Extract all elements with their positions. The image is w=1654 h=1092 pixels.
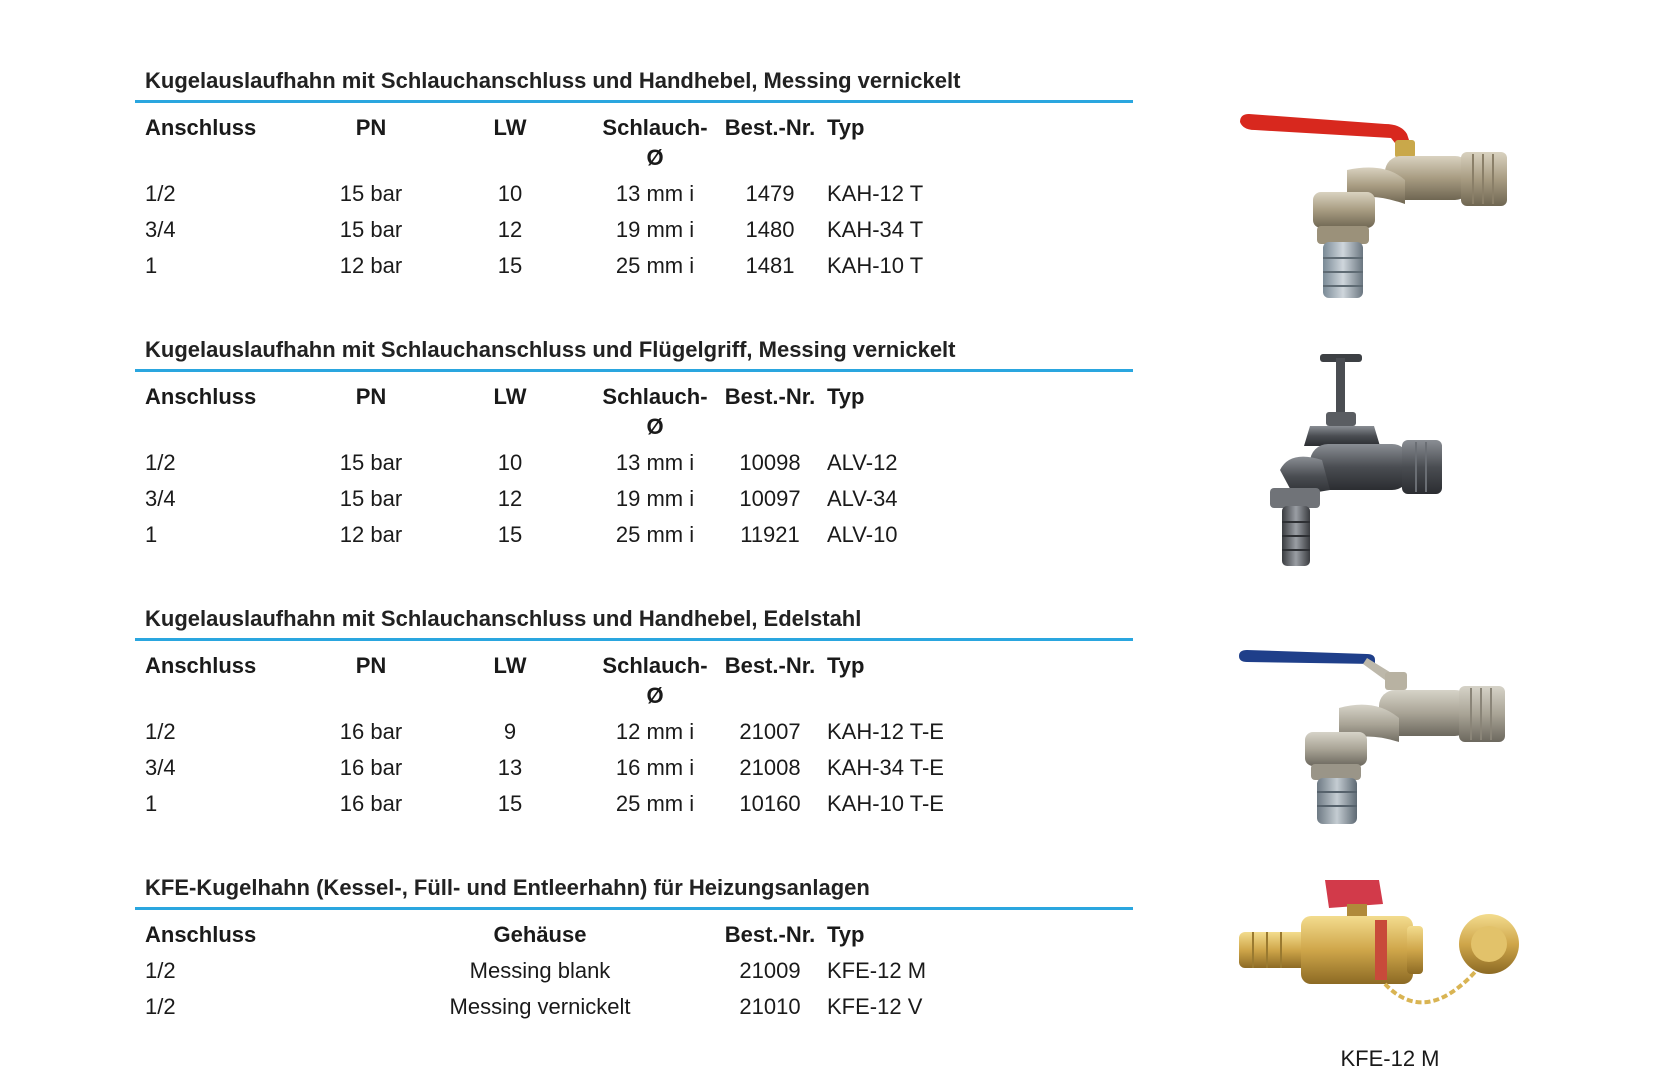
- cell-pn: 16 bar: [339, 719, 403, 744]
- header-lw: LW: [493, 115, 527, 140]
- cell-anschluss: 1: [145, 522, 158, 547]
- cell-best-nr: 21009: [739, 958, 801, 983]
- cell-best-nr: 10098: [739, 450, 801, 475]
- section-divider: [135, 369, 1133, 372]
- cell-best-nr: 10160: [739, 791, 801, 816]
- cell-lw: 15: [497, 522, 523, 547]
- cell-best-nr: 1481: [745, 253, 795, 278]
- cell-schlauch: 25 mm i: [615, 522, 695, 547]
- cell-schlauch: 16 mm i: [615, 755, 695, 780]
- cell-best-nr: 11921: [740, 522, 800, 547]
- cell-anschluss: 1/2: [145, 994, 176, 1019]
- cell-typ: ALV-10: [827, 522, 898, 547]
- cell-pn: 15 bar: [339, 486, 403, 511]
- header-best-nr: Best.-Nr.: [724, 115, 816, 140]
- header-schlauch-diameter: Ø: [646, 683, 664, 708]
- header-schlauch-diameter: Ø: [646, 145, 664, 170]
- cell-anschluss: 1/2: [145, 450, 176, 475]
- cell-pn: 16 bar: [339, 791, 403, 816]
- header-schlauch-diameter: Ø: [646, 414, 664, 439]
- cell-schlauch: 19 mm i: [615, 217, 695, 242]
- cell-typ: KAH-34 T: [827, 217, 924, 242]
- cell-anschluss: 3/4: [145, 217, 176, 242]
- cell-pn: 12 bar: [339, 253, 403, 278]
- header-lw: LW: [493, 653, 527, 678]
- cell-lw: 10: [497, 181, 523, 206]
- cell-best-nr: 21010: [739, 994, 801, 1019]
- header-schlauch: Schlauch-: [602, 384, 708, 409]
- cell-pn: 15 bar: [339, 217, 403, 242]
- cell-schlauch: 13 mm i: [615, 450, 695, 475]
- header-anschluss: Anschluss: [145, 384, 257, 409]
- cell-schlauch: 19 mm i: [615, 486, 695, 511]
- cell-lw: 13: [497, 755, 523, 780]
- header-best-nr: Best.-Nr.: [724, 922, 816, 947]
- header-best-nr: Best.-Nr.: [724, 384, 816, 409]
- cell-typ: KFE-12 V: [827, 994, 923, 1019]
- section-title: Kugelauslaufhahn mit Schlauchanschluss und Handhebel, Messing vernickelt: [145, 68, 961, 93]
- header-typ: Typ: [827, 115, 865, 140]
- cell-best-nr: 10097: [739, 486, 801, 511]
- header-gehaeuse: Gehäuse: [493, 922, 587, 947]
- cell-anschluss: 3/4: [145, 755, 176, 780]
- header-typ: Typ: [827, 922, 865, 947]
- section-title: KFE-Kugelhahn (Kessel-, Füll- und Entleerhahn) für Heizungsanlagen: [145, 875, 870, 900]
- cell-pn: 15 bar: [339, 450, 403, 475]
- header-pn: PN: [355, 653, 387, 678]
- kah-messing-photo: [1235, 100, 1535, 300]
- header-lw: LW: [493, 384, 527, 409]
- header-anschluss: Anschluss: [145, 653, 257, 678]
- header-anschluss: Anschluss: [145, 115, 257, 140]
- cell-typ: ALV-34: [827, 486, 898, 511]
- section-divider: [135, 638, 1133, 641]
- cell-schlauch: 13 mm i: [615, 181, 695, 206]
- cell-anschluss: 3/4: [145, 486, 176, 511]
- header-typ: Typ: [827, 653, 865, 678]
- cell-lw: 12: [497, 217, 523, 242]
- cell-lw: 15: [497, 791, 523, 816]
- header-schlauch: Schlauch-: [602, 115, 708, 140]
- cell-gehaeuse: Messing vernickelt: [449, 994, 631, 1019]
- cell-lw: 12: [497, 486, 523, 511]
- kfe-photo: [1235, 876, 1525, 1026]
- alv-messing-photo: [1270, 350, 1520, 570]
- cell-pn: 15 bar: [339, 181, 403, 206]
- header-anschluss: Anschluss: [145, 922, 257, 947]
- cell-lw: 10: [497, 450, 523, 475]
- section-title: Kugelauslaufhahn mit Schlauchanschluss und Flügelgriff, Messing vernickelt: [145, 337, 956, 362]
- cell-gehaeuse: Messing blank: [469, 958, 611, 983]
- cell-anschluss: 1: [145, 253, 158, 278]
- cell-best-nr: 1479: [745, 181, 795, 206]
- section-divider: [135, 907, 1133, 910]
- header-pn: PN: [355, 115, 387, 140]
- cell-anschluss: 1: [145, 791, 158, 816]
- cell-best-nr: 21007: [739, 719, 801, 744]
- kah-edelstahl-photo: [1235, 646, 1535, 826]
- header-typ: Typ: [827, 384, 865, 409]
- cell-anschluss: 1/2: [145, 958, 176, 983]
- cell-best-nr: 1480: [745, 217, 795, 242]
- header-best-nr: Best.-Nr.: [724, 653, 816, 678]
- cell-pn: 16 bar: [339, 755, 403, 780]
- cell-anschluss: 1/2: [145, 719, 176, 744]
- cell-schlauch: 25 mm i: [615, 791, 695, 816]
- photo-caption: KFE-12 M: [1340, 1046, 1440, 1071]
- cell-best-nr: 21008: [739, 755, 801, 780]
- cell-lw: 15: [497, 253, 523, 278]
- cell-typ: KAH-10 T: [827, 253, 924, 278]
- cell-lw: 9: [503, 719, 517, 744]
- cell-typ: KAH-12 T: [827, 181, 924, 206]
- section-title: Kugelauslaufhahn mit Schlauchanschluss und Handhebel, Edelstahl: [145, 606, 862, 631]
- cell-schlauch: 25 mm i: [615, 253, 695, 278]
- cell-typ: KAH-12 T-E: [827, 719, 944, 744]
- section-divider: [135, 100, 1133, 103]
- cell-schlauch: 12 mm i: [615, 719, 695, 744]
- cell-typ: KFE-12 M: [827, 958, 927, 983]
- cell-typ: KAH-10 T-E: [827, 791, 944, 816]
- cell-typ: ALV-12: [827, 450, 898, 475]
- cell-pn: 12 bar: [339, 522, 403, 547]
- cell-anschluss: 1/2: [145, 181, 176, 206]
- header-pn: PN: [355, 384, 387, 409]
- cell-typ: KAH-34 T-E: [827, 755, 944, 780]
- header-schlauch: Schlauch-: [602, 653, 708, 678]
